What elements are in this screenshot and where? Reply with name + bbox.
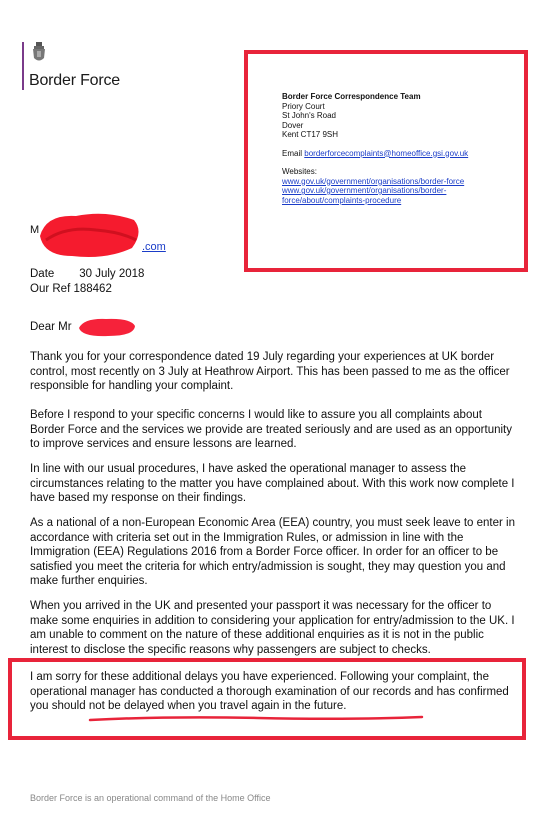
ref-row <box>30 283 112 295</box>
websites-label: Websites: <box>282 167 317 176</box>
salutation: Dear Mr <box>30 321 72 333</box>
address-line: St John's Road <box>282 111 337 120</box>
address-line: Priory Court <box>282 101 325 111</box>
date-label: Date <box>30 268 55 280</box>
address-highlight-box <box>244 50 528 272</box>
email-link[interactable]: borderforcecomplaints@homeoffice.gsi.gov.uk <box>304 148 469 158</box>
royal-crest-icon <box>31 42 47 64</box>
redaction-scribble <box>76 316 138 338</box>
correspondence-address <box>282 92 522 205</box>
ref-value: 188462 <box>73 283 112 295</box>
recipient-prefix: M <box>30 224 40 236</box>
body-paragraph: As a national of a non-European Economic Area (EEA) country, you must seek leave to enter in accordance with criteria set out in the Immigration Rules, or admission in line with the Immigration (EEA) Regulations 2016 from a Border Force officer. In order for an officer to be satisfied you meet the criteria for which entry/admission is sought, they may question you and make further enquiries. <box>30 517 515 588</box>
body-paragraph: When you arrived in the UK and presented your passport it was necessary for the officer to make some enquiries in addition to considering your application for entry/admission to the UK. I am unable to comment on the nature of these additional enquiries as it is not in the public interest to disclose the specific reasons why passengers are subject to checks. <box>30 600 515 656</box>
address-line: Dover <box>282 120 304 130</box>
recipient-email[interactable]: .com <box>142 241 166 253</box>
email-label: Email <box>282 148 303 158</box>
handdrawn-underline <box>88 714 424 724</box>
email-row <box>282 149 522 159</box>
team-name: Border Force Correspondence Team <box>282 92 421 101</box>
address-line: Kent CT17 9SH <box>282 130 339 139</box>
logo-accent-bar <box>22 42 24 90</box>
footer-note: Border Force is an operational command of the Home Office <box>30 793 271 803</box>
website-link[interactable]: www.gov.uk/government/organisations/border-force <box>282 176 465 186</box>
org-name: Border Force <box>29 72 120 89</box>
ref-label: Our Ref <box>30 283 71 295</box>
body-paragraph: Thank you for your correspondence dated 19 July regarding your experiences at UK border control, most recently on 3 July at Heathrow Airport. This has been passed to me as the officer responsible for handling your complaint. <box>30 351 510 393</box>
redaction-scribble <box>36 206 146 262</box>
body-paragraph: Before I respond to your specific concerns I would like to assure you all complaints about Border Force and the services we provide are treated seriously and are used as an opportunity to improve services and ensure lessons are learned. <box>30 409 512 451</box>
website-link[interactable]: force/about/complaints-procedure <box>282 195 402 205</box>
highlighted-paragraph: I am sorry for these additional delays you have experienced. Following your complaint, the operational manager has conducted a thorough examination of our records and has confirmed you should not be delayed when you travel again in the future. <box>30 671 509 713</box>
date-row <box>30 268 144 280</box>
body-paragraph: In line with our usual procedures, I have asked the operational manager to assess the circumstances relating to the matter you have complained about. With this work now complete I have based my response on their findings. <box>30 463 515 505</box>
date-value: 30 July 2018 <box>79 268 145 280</box>
website-link[interactable]: www.gov.uk/government/organisations/border- <box>282 186 447 195</box>
